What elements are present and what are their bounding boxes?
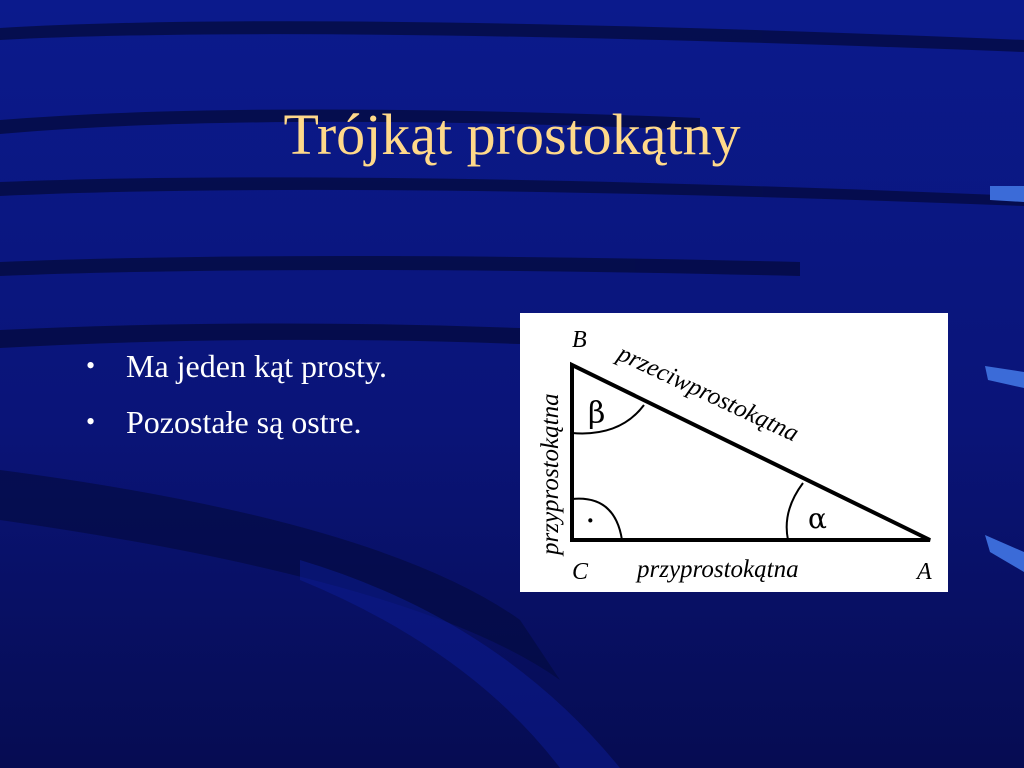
bullet-item [86,338,506,394]
bullet-text: Ma jeden kąt prosty. [126,348,387,384]
vertex-label-a: A [917,559,932,585]
right-triangle-diagram [520,313,948,592]
hypotenuse-label: przeciwprostokątna [613,339,803,448]
angle-beta-arc [572,405,644,433]
leg-left-label: przyprostokątna [537,393,564,555]
bullet-glyph: • [86,407,96,436]
triangle-outline [572,365,930,540]
right-angle-arc [572,499,622,540]
bullet-list [86,338,506,450]
bullet-item [86,394,506,450]
angle-beta-label: β [588,396,606,431]
right-angle-dot: · [586,506,595,535]
bullet-text: Pozostałe są ostre. [126,404,362,440]
slide-title: Trójkąt prostokątny [283,102,741,167]
leg-bottom-label: przyprostokątna [637,556,799,583]
triangle-figure [520,313,948,592]
vertex-label-b: B [572,327,587,353]
angle-alpha-arc [787,483,803,540]
vertex-label-c: C [572,559,589,585]
angle-alpha-label: α [808,502,827,535]
bullet-glyph: • [86,351,96,380]
